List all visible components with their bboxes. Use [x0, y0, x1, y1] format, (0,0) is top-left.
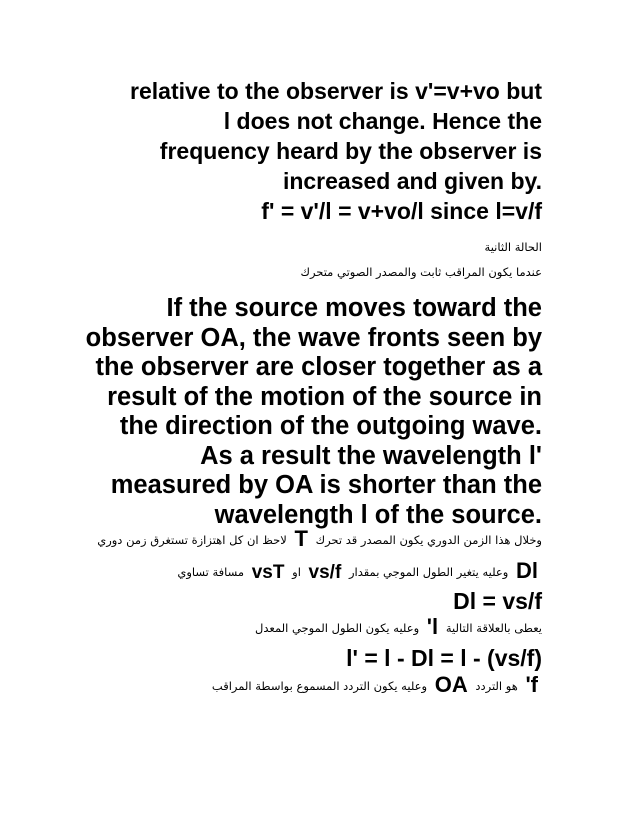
- symbol-vsT: vsT: [251, 562, 285, 583]
- paragraph2-line-3: the observer are closer together as a: [95, 353, 542, 381]
- arabic-line-wavelength-change: [177, 558, 542, 583]
- arabic-heading: الحالة الثانية: [484, 240, 542, 254]
- equation-l-prime: l' = l - Dl = l - (vs/f): [346, 645, 542, 671]
- symbol-vs-over-f: vs/f: [308, 562, 342, 583]
- arabic-case-text: عندما يكون المراقب ثابت والمصدر الصوتي متحرك: [300, 265, 542, 279]
- arabic-line-period: [97, 526, 542, 551]
- paragraph2-line-4: result of the motion of the source in: [107, 382, 542, 411]
- arabic-line-wavelength-change-after: مسافة تساوي: [177, 565, 245, 579]
- paragraph2-line-8: wavelength l of the source.: [214, 500, 542, 529]
- paragraph2-line-7: measured by OA is shorter than the: [110, 471, 542, 499]
- arabic-line-period-after: لاحظ ان كل اهتزازة تستغرق زمن دوري: [97, 533, 287, 547]
- paragraph1-line-1: relative to the observer is v'=v+vo but: [130, 78, 542, 104]
- paragraph1-line-2: l does not change. Hence the: [223, 108, 542, 134]
- symbol-delta-l: Dl: [516, 558, 538, 583]
- formula-line: f' = v'/l = v+vo/l since l=v/f: [261, 198, 542, 224]
- paragraph2-line-1: If the source moves toward the: [166, 294, 542, 322]
- paragraph2-line-5: the direction of the outgoing wave.: [119, 412, 542, 440]
- arabic-line-period-before: وخلال هذا الزمن الدوري يكون المصدر قد تحرك: [315, 533, 542, 547]
- symbol-OA: OA: [434, 672, 468, 697]
- arabic-line-modified-wavelength-after: وعليه يكون الطول الموجي المعدل: [255, 621, 420, 635]
- arabic-line-modified-wavelength-before: يعطى بالعلاقة التالية: [445, 621, 542, 635]
- arabic-line-frequency-after: وعليه يكون التردد المسموع بواسطة المراقب: [211, 679, 428, 693]
- arabic-line-wavelength-change-before: وعليه يتغير الطول الموجي بمقدار: [348, 565, 509, 579]
- paragraph2-line-2: observer OA, the wave fronts seen by: [85, 323, 542, 352]
- arabic-or-word: او: [292, 565, 301, 579]
- symbol-l-prime: l': [426, 614, 439, 639]
- symbol-T: T: [294, 526, 308, 551]
- paragraph2-line-6: As a result the wavelength l': [200, 441, 542, 470]
- arabic-line-frequency: [211, 672, 542, 697]
- paragraph1-line-4: increased and given by.: [282, 168, 542, 194]
- arabic-line-modified-wavelength: [255, 614, 542, 639]
- paragraph1-line-3: frequency heard by the observer is: [159, 138, 542, 164]
- arabic-frequency-word: هو التردد: [475, 679, 518, 693]
- symbol-f-prime: f': [525, 672, 538, 697]
- equation-delta-l: Dl = vs/f: [453, 588, 542, 614]
